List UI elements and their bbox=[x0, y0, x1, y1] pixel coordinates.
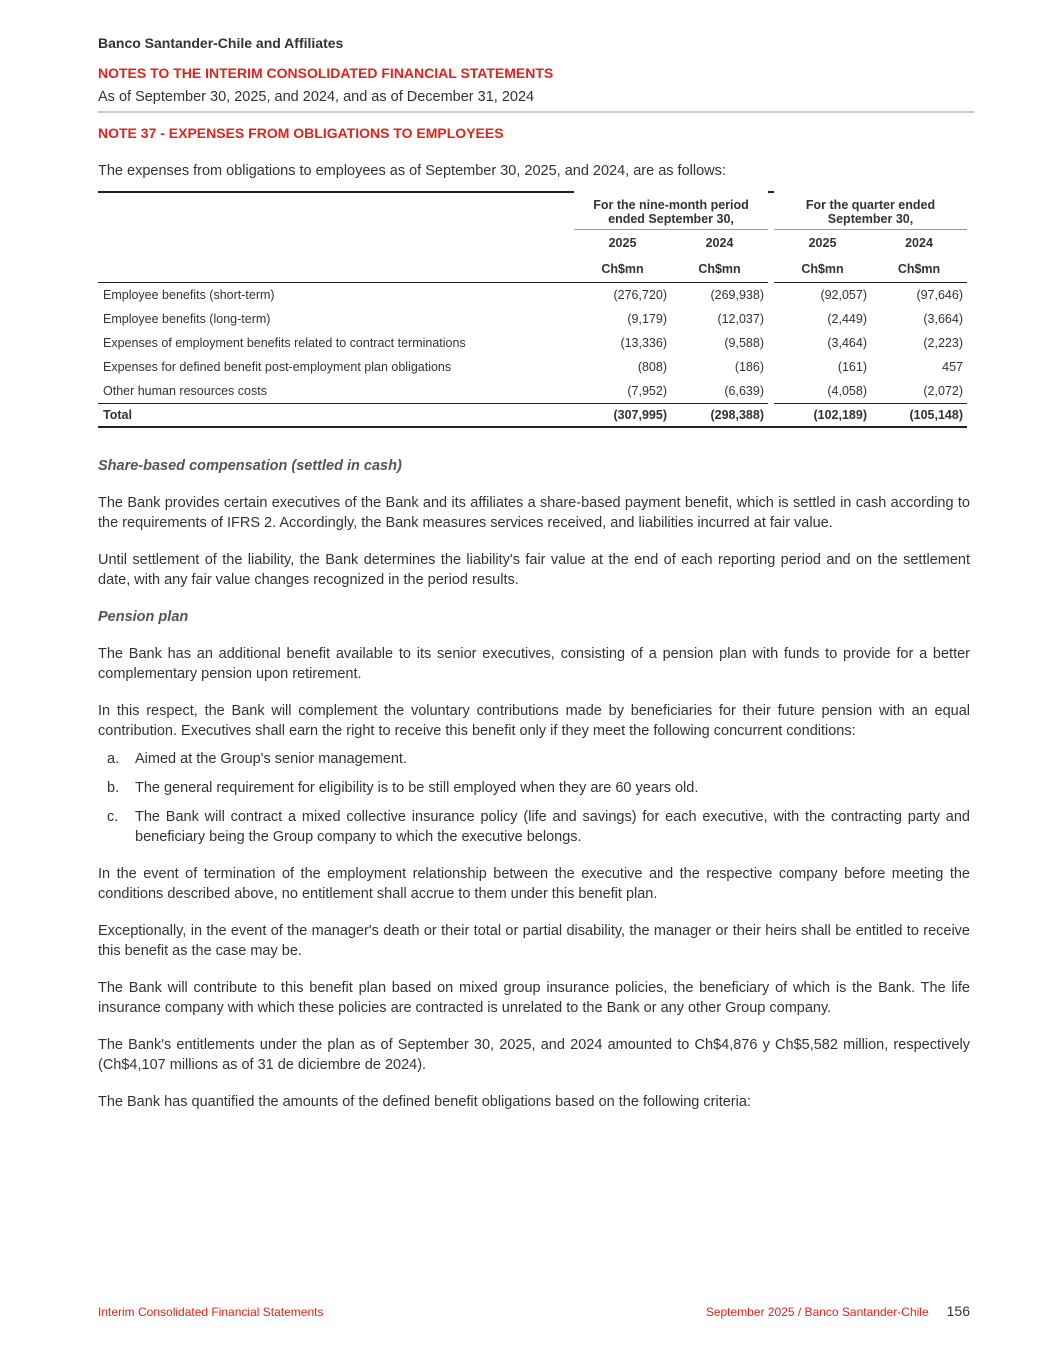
pension-paragraph-7: The Bank has quantified the amounts of the defined benefit obligations based on the following criteria: bbox=[98, 1094, 751, 1110]
total-value: (307,995) bbox=[574, 404, 671, 428]
table-row bbox=[98, 331, 967, 355]
total-value: (102,189) bbox=[774, 404, 871, 428]
row-label: Expenses for defined benefit post-employment plan obligations bbox=[103, 360, 452, 374]
list-text: The general requirement for eligibility is to be still employed when they are 60 years old. bbox=[135, 780, 699, 796]
cell-value: (9,588) bbox=[724, 336, 764, 350]
unit-header: Ch$mn bbox=[671, 256, 768, 283]
cell-value: (7,952) bbox=[627, 384, 667, 398]
page-number: 156 bbox=[946, 1303, 970, 1319]
table-row bbox=[98, 283, 967, 308]
share-based-heading: Share-based compensation (settled in cash) bbox=[98, 458, 402, 474]
cell-value: (3,664) bbox=[923, 312, 963, 326]
conditions-list bbox=[98, 749, 970, 847]
footer-right-group bbox=[706, 1303, 970, 1319]
row-label: Employee benefits (long-term) bbox=[103, 312, 271, 326]
row-label: Employee benefits (short-term) bbox=[103, 288, 275, 302]
total-value: (298,388) bbox=[671, 404, 768, 428]
cell-value: (269,938) bbox=[710, 288, 764, 302]
expenses-table bbox=[98, 191, 967, 428]
table-group-header-row bbox=[98, 192, 967, 230]
header-nine-month: For the nine-month period ended September 30, bbox=[574, 192, 768, 230]
cell-value: (3,464) bbox=[827, 336, 867, 350]
pension-paragraph-2: In this respect, the Bank will complement the voluntary contributions made by beneficiaries for their future pension with an equal contribution. Executives shall earn the right to receive this benefit only if they meet the following concurrent conditions: bbox=[98, 703, 970, 739]
list-marker: b. bbox=[107, 780, 120, 796]
share-based-paragraph-1: The Bank provides certain executives of the Bank and its affiliates a share-based payment benefit, which is settled in cash according to the requirements of IFRS 2. Accordingly, the Bank measures services received, and liabilities incurred at fair value. bbox=[98, 495, 970, 531]
cell-value: (808) bbox=[637, 360, 667, 374]
pension-paragraph-5: The Bank will contribute to this benefit plan based on mixed group insurance policies, the beneficiary of which is the Bank. The life insurance company with which these policies are contracted is unrelated to the Bank or any other Group company. bbox=[98, 980, 970, 1016]
table-row bbox=[98, 355, 967, 379]
header-divider bbox=[98, 111, 974, 113]
cell-value: (2,223) bbox=[923, 336, 963, 350]
list-item bbox=[98, 749, 970, 769]
total-value: (105,148) bbox=[871, 404, 967, 428]
note-intro: The expenses from obligations to employees as of September 30, 2025, and 2024, are as follows: bbox=[98, 163, 726, 179]
footer-left: Interim Consolidated Financial Statements bbox=[98, 1305, 324, 1319]
cell-value: (92,057) bbox=[820, 288, 867, 302]
list-marker: c. bbox=[107, 809, 119, 825]
note-title: NOTE 37 - EXPENSES FROM OBLIGATIONS TO EMPLOYEES bbox=[98, 125, 504, 141]
list-item bbox=[98, 778, 970, 798]
year-header: 2025 bbox=[608, 236, 637, 250]
cell-value: (2,449) bbox=[827, 312, 867, 326]
row-label: Expenses of employment benefits related to contract terminations bbox=[103, 336, 466, 350]
list-text: The Bank will contract a mixed collective insurance policy (life and savings) for each executive, with the contracting party and beneficiary being the Group company to which the executive belongs. bbox=[135, 809, 970, 845]
table-total-row bbox=[98, 404, 967, 428]
pension-paragraph-6: The Bank's entitlements under the plan as of September 30, 2025, and 2024 amounted to Ch$4,876 y Ch$5,582 million, respectively (Ch$4,107 millions as of 31 de diciembre de 2024). bbox=[98, 1037, 970, 1073]
total-label: Total bbox=[98, 404, 574, 428]
cell-value: (13,336) bbox=[620, 336, 667, 350]
cell-value: (276,720) bbox=[613, 288, 667, 302]
cell-value: (97,646) bbox=[916, 288, 963, 302]
document-page bbox=[98, 33, 970, 1129]
year-header: 2025 bbox=[808, 236, 837, 250]
unit-header: Ch$mn bbox=[871, 256, 967, 283]
unit-header: Ch$mn bbox=[774, 256, 871, 283]
unit-header: Ch$mn bbox=[574, 256, 671, 283]
cell-value: (2,072) bbox=[923, 384, 963, 398]
pension-paragraph-4: Exceptionally, in the event of the manager's death or their total or partial disability, the manager or their heirs shall be entitled to receive this benefit as the case may be. bbox=[98, 923, 970, 959]
pension-paragraph-3: In the event of termination of the employment relationship between the executive and the respective company before meeting the conditions described above, no entitlement shall accrue to them under this benefit plan. bbox=[98, 866, 970, 902]
table-year-row bbox=[98, 230, 967, 257]
year-header: 2024 bbox=[705, 236, 734, 250]
header-quarter: For the quarter ended September 30, bbox=[774, 192, 967, 230]
list-marker: a. bbox=[107, 751, 120, 767]
table-row bbox=[98, 379, 967, 404]
pension-paragraph-1: The Bank has an additional benefit available to its senior executives, consisting of a pension plan with funds to provide for a better complementary pension upon retirement. bbox=[98, 646, 970, 682]
as-of-date: As of September 30, 2025, and 2024, and as of December 31, 2024 bbox=[98, 89, 535, 105]
footer-right: September 2025 / Banco Santander-Chile bbox=[705, 1305, 929, 1319]
table-row bbox=[98, 307, 967, 331]
list-item bbox=[98, 807, 970, 847]
list-text: Aimed at the Group's senior management. bbox=[135, 751, 407, 767]
cell-value: 457 bbox=[942, 360, 963, 374]
share-based-paragraph-2: Until settlement of the liability, the Bank determines the liability's fair value at the end of each reporting period and on the settlement date, with any fair value changes recognized in the period results. bbox=[98, 552, 970, 588]
cell-value: (161) bbox=[837, 360, 867, 374]
cell-value: (4,058) bbox=[827, 384, 867, 398]
pension-heading: Pension plan bbox=[98, 609, 189, 625]
company-name: Banco Santander-Chile and Affiliates bbox=[98, 35, 344, 51]
cell-value: (9,179) bbox=[627, 312, 667, 326]
row-label: Other human resources costs bbox=[103, 384, 267, 398]
notes-title: NOTES TO THE INTERIM CONSOLIDATED FINANCIAL STATEMENTS bbox=[98, 65, 554, 81]
year-header: 2024 bbox=[905, 236, 933, 250]
table-unit-row bbox=[98, 256, 967, 283]
cell-value: (12,037) bbox=[717, 312, 764, 326]
cell-value: (186) bbox=[734, 360, 764, 374]
cell-value: (6,639) bbox=[724, 384, 764, 398]
